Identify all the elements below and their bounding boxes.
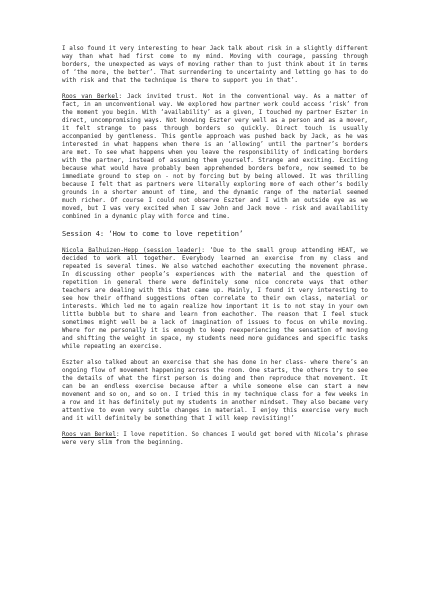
speaker-text: : I love repetition. So chances I would get bored with Nicola’s phrase were very slim from the beginning.: [62, 431, 368, 446]
speaker-name: Roos van Berkel: [62, 93, 119, 100]
speaker-name: Nicola Balhuizen-Hepp (session leader): [62, 247, 202, 254]
session-heading: Session 4: ‘How to come to love repetition’: [62, 230, 244, 238]
paragraph-roos-risk: [62, 93, 368, 221]
paragraph-roos-repetition: [62, 431, 368, 447]
paragraph-nicola-repetition: [62, 247, 368, 351]
speaker-name: Roos van Berkel: [62, 431, 116, 438]
speaker-text: : Jack invited trust. Not in the conventional way. As a matter of fact, in an unconventional way. We explored how partner work could access ‘risk’ from the moment you begin. With ‘availability’ as a given, I touched my partner Eszter in direct, uncompromising ways. Not knowing Eszter very well as a person and as a mover, it felt strange to pass through borders so quickly. Direct touch is usually accompanied by gentleness. This gentle approach was pushed back by Jack, as he was interested in what happens when there is an ‘allowing’ until the partner’s borders are met. To see what happens when you leave the responsibility of indicating borders with the partner, instead of assuming them yourself. Strange and exciting. Exciting because what would have probably been apprehended borders before, now seemed to be immediate ground to step on - not by forcing but by being allowed. It was thrilling because I felt that as partners were literally exploring more of each other’s bodily grounds in a shorter amount of time, and the dynamic range of the material seemed much richer. Of course I could not observe Eszter and I with an outside eye as we moved, but I was very excited when I saw John and Jack move - risk and availability combined in a dynamic play with force and time.: [62, 93, 368, 220]
speaker-text: : ‘Due to the small group attending HEAT, we decided to work all together. Everybody learned an exercise from my class and repeated is several times. We also watched eachother executing the movement phrase. In discussing other people’s experiences with the material and the question of repetition in general there were definitely some nice concrete ways that other teachers are dealing with this that came up. Mainly, I found it very interesting to see how their offhand suggestions often correlate to their own class, material or interests. Which led me to again realize how important it is to not stay in your own little bubble but to share and learn from eachother. The reason that I feel stuck sometimes might well be a lack of imagination of issues to focus on while moving. Where for me personally it is enough to keep reexperiencing the sensation of moving and shifting the weight in space, my students need more guidances and specific tasks while repeating an exercise.: [62, 247, 368, 350]
paragraph-eszter-exercise: Eszter also talked about an exercise that she has done in her class- where there’s an ongoing flow of movement happening across the room. One starts, the others try to see the details of what the first person is doing and then reproduce that movement. It can be an endless exercise because after a while someone else can start a new movement and so on, and so on. I tried this in my technique class for a few weeks in a row and it has definitely put my students in another mindset. They also became very attentive to even very subtle changes in material. I enjoy this exercise very much and it will definitely be something that I will keep revisiting!’: [62, 359, 368, 422]
paragraph-risk-reflection: I also found it very interesting to hear Jack talk about risk in a slightly different way than what had first come to my mind. Moving with courage, passing through borders, the unexpected as ways of moving rather than to just think about it in terms of ‘the more, the better’. That surrendering to uncertainty and letting go has to do with risk and that the technique is there to support you in that’.: [62, 45, 368, 84]
